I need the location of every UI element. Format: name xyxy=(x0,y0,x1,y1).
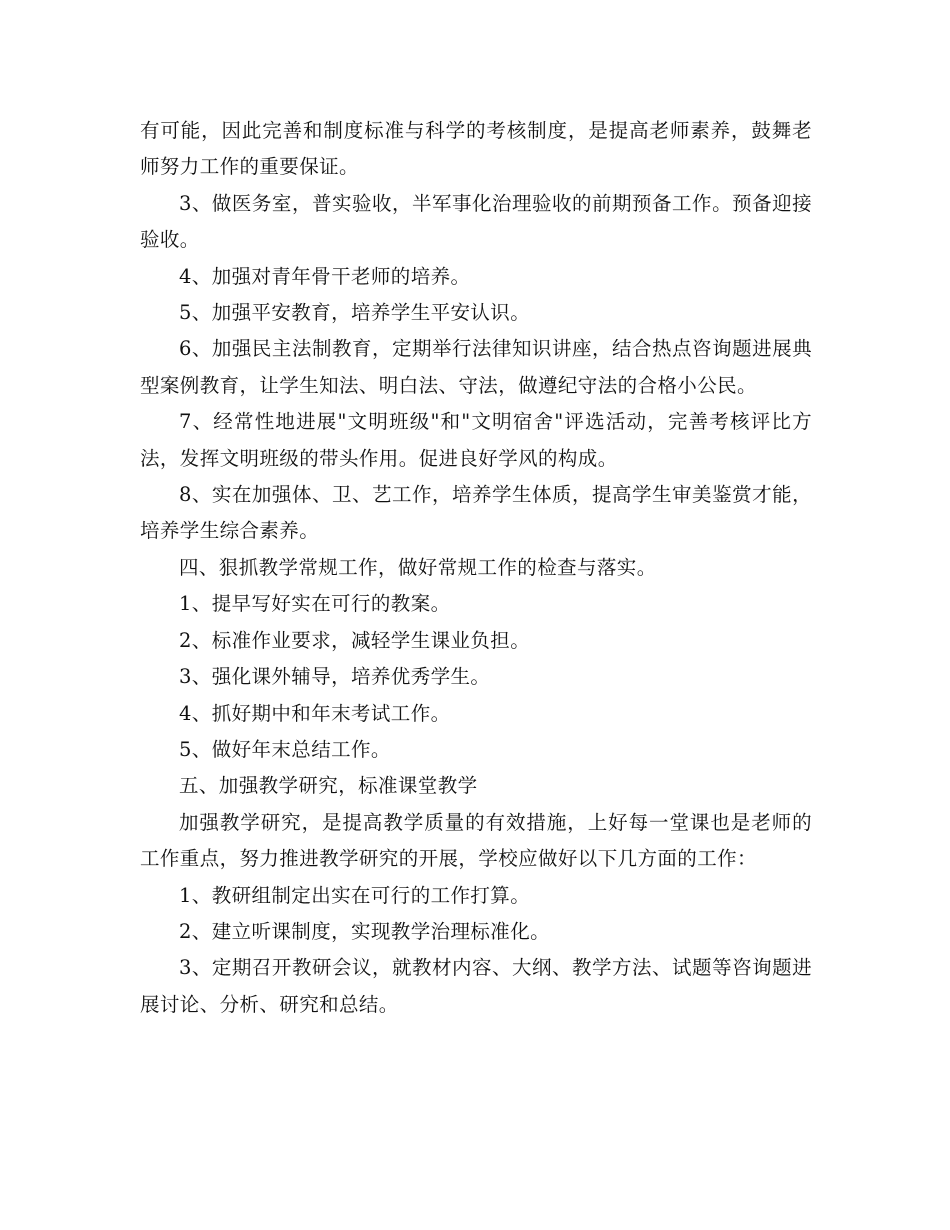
list-item: 5、做好年末总结工作。 xyxy=(179,737,391,761)
paragraph: 加强教学研究，是提高教学质量的有效措施，上好每一堂课也是老师的工作重点，努力推进教学研究的开展，学校应做好以下几方面的工作： xyxy=(140,810,812,871)
paragraph: 4、加强对青年骨干老师的培养。 xyxy=(179,264,471,288)
list-item: 1、提早写好实在可行的教案。 xyxy=(179,592,451,616)
list-item: 2、建立听课制度，实现教学治理标准化。 xyxy=(179,919,551,943)
document-body xyxy=(140,113,812,1023)
list-item: 2、标准作业要求，减轻学生课业负担。 xyxy=(179,628,531,652)
section-heading: 五、加强教学研究，标准课堂教学 xyxy=(179,774,478,798)
list-item: 4、抓好期中和年末考试工作。 xyxy=(179,701,451,725)
paragraph: 5、加强平安教育，培养学生平安认识。 xyxy=(179,301,531,325)
list-item: 1、教研组制定出实在可行的工作打算。 xyxy=(179,883,531,907)
section-heading: 四、狠抓教学常规工作，做好常规工作的检查与落实。 xyxy=(179,555,657,579)
list-item: 3、定期召开教研会议，就教材内容、大纲、教学方法、试题等咨询题进展讨论、分析、研究和总结。 xyxy=(140,956,812,1016)
paragraph: 8、实在加强体、卫、艺工作，培养学生体质，提高学生审美鉴赏才能，培养学生综合素养。 xyxy=(140,483,812,543)
paragraph: 3、做医务室，普实验收，半军事化治理验收的前期预备工作。预备迎接验收。 xyxy=(140,191,812,252)
paragraph: 6、加强民主法制教育，定期举行法律知识讲座，结合热点咨询题进展典型案例教育，让学生知法、明白法、守法，做遵纪守法的合格小公民。 xyxy=(140,337,812,397)
paragraph: 有可能，因此完善和制度标准与科学的考核制度，是提高老师素养，鼓舞老师努力工作的重要保证。 xyxy=(140,119,812,179)
paragraph: 7、经常性地进展"文明班级"和"文明宿舍"评选活动，完善考核评比方法，发挥文明班级的带头作用。促进良好学风的构成。 xyxy=(140,410,812,470)
list-item: 3、强化课外辅导，培养优秀学生。 xyxy=(179,665,491,689)
